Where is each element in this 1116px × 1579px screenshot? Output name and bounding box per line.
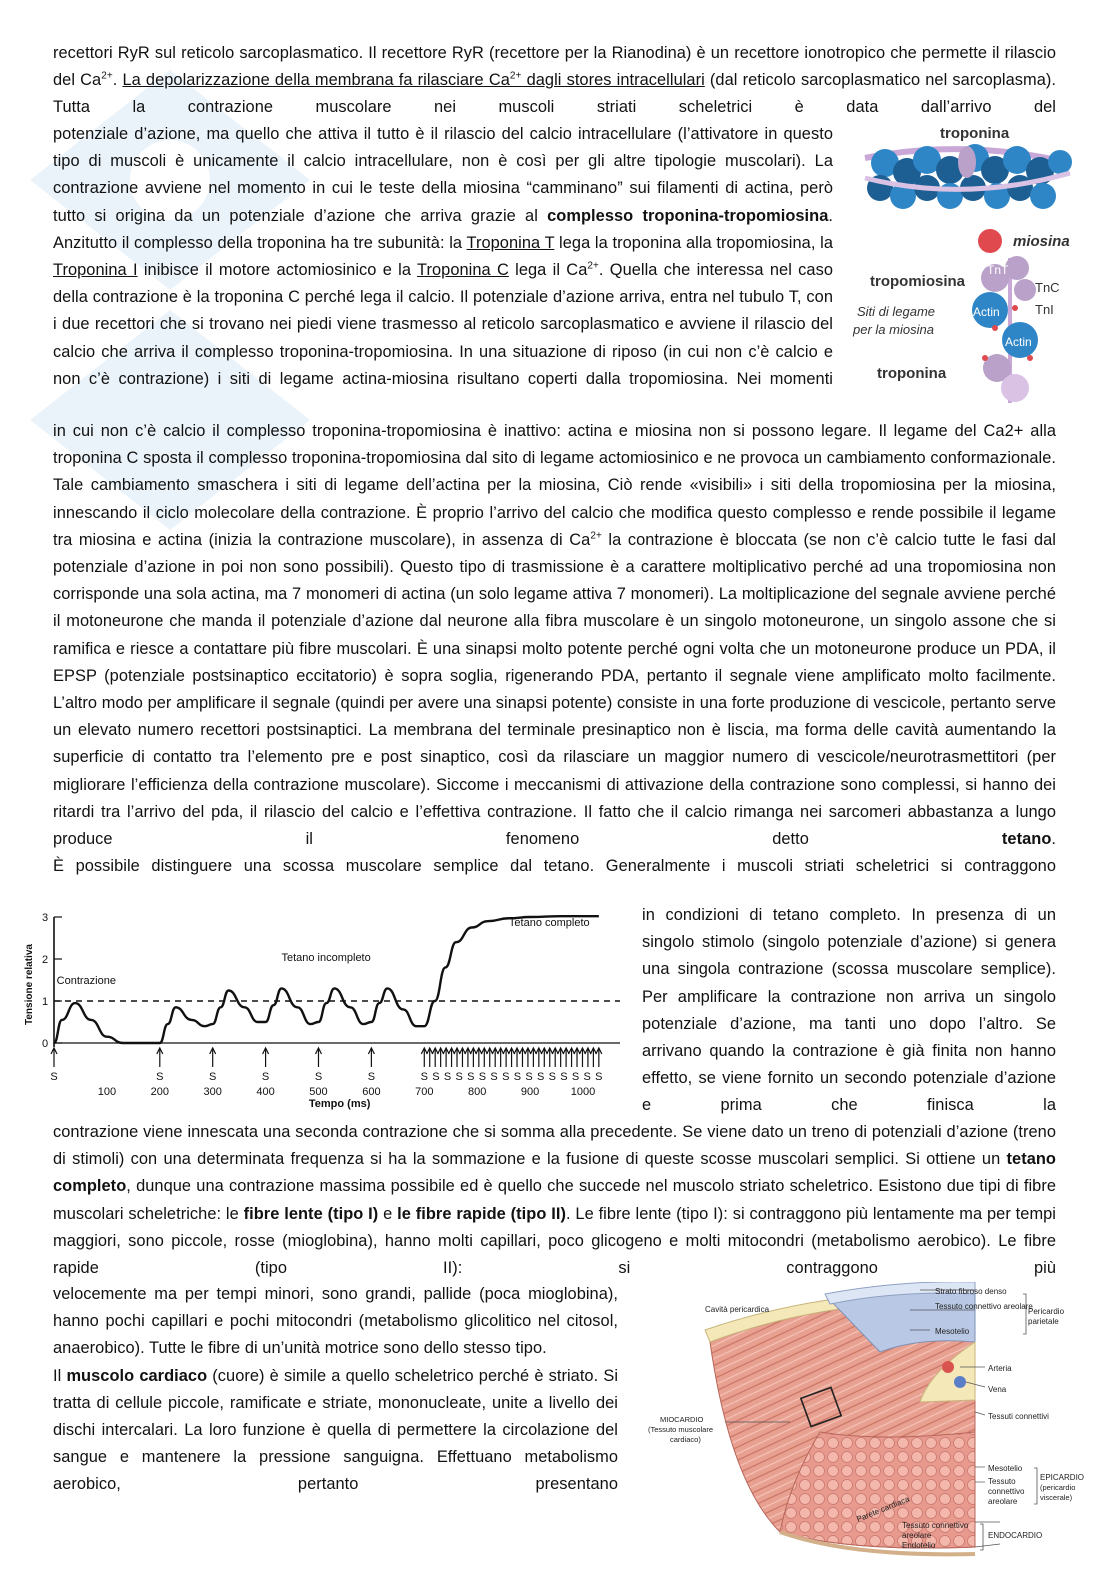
x-tick-label: 900 [520, 1086, 540, 1098]
tension-chart-svg [18, 905, 630, 1120]
label-mesotelio-top: Mesotelio [935, 1327, 970, 1336]
stimulus-label: S [502, 1071, 510, 1083]
label-tc-3: areolare [988, 1497, 1018, 1506]
x-tick-label: 600 [362, 1086, 381, 1098]
label-miosina: miosina [1013, 233, 1070, 250]
x-tick-label: 400 [256, 1086, 275, 1098]
label-endo-tc-1: Tessuto connettivo [902, 1521, 969, 1530]
myosin-head [978, 229, 1002, 253]
label-troponina-bottom: troponina [877, 365, 947, 382]
chart-xlabel: Tempo (ms) [308, 1098, 371, 1110]
stimulus-label: S [420, 1071, 428, 1083]
x-tick-label: 500 [309, 1086, 328, 1098]
troponin-complex-figure [845, 118, 1075, 408]
stimulus-label: S [432, 1071, 440, 1083]
stimulus-label: S [455, 1071, 463, 1083]
label-pericardio-1: Pericardio [1028, 1307, 1065, 1316]
y-tick-label: 0 [42, 1038, 49, 1050]
annotation-contrazione: Contrazione [56, 975, 116, 988]
tension-curve [54, 916, 599, 1043]
label-miocardio-3: cardiaco) [670, 1435, 701, 1444]
label-tni: TnI [1035, 302, 1054, 317]
x-tick-label: 1000 [570, 1086, 596, 1098]
label-epicardio-1: EPICARDIO [1040, 1473, 1085, 1482]
stimulus-label: S [443, 1071, 452, 1083]
label-miocardio-1: MIOCARDIO [660, 1415, 704, 1424]
label-troponina-top: troponina [940, 125, 1010, 142]
label-actin-1: Actin [973, 305, 1000, 319]
label-parete: Parete cardiaca [855, 1494, 911, 1524]
label-actin-2: Actin [1005, 335, 1032, 349]
stimulus-label: S [583, 1071, 591, 1083]
paragraph-troponin: potenziale d’azione, ma quello che attiva il tutto è il rilascio del calcio intracellulare (l’attivatore in questo tipo di muscoli è unicamente il calcio intracellulare, non è così per gli altre tipologie muscolari). La contrazione avviene nel momento in cui le teste della miosina “camminano” sui filamenti di actina, però tutto si origina da un potenziale d’azione che arriva grazie al complesso troponina-tropomiosina. Anzitutto il complesso della troponina ha tre subunità: la Troponina T lega la troponina alla tropomiosina, la Troponina I inibisce il motore actomiosinico e la Troponina C lega il $Ca^{2+}$. Quella che interessa nel caso della contrazione è la troponina C perché lega il calcio. Il potenziale d’azione arriva, entra nel tubulo T, con i due recettori che si trovano nei piedi viene trasmesso al reticolo sarcoplasmatico e avviene il rilascio del calcio che arriva il complesso troponina-tropomiosina. In una situazione di riposo (in cui non c’è calcio e non c’è contrazione) i siti di legame actina-miosina risultano coperti dalla tropomiosina. Nei momenti [53, 125, 833, 388]
paragraph-tetano-right: in condizioni di tetano completo. In presenza di un singolo stimolo (singolo potenziale d’azione) si genera una singola contrazione (scossa muscolare semplice). Per amplificare la contrazione non arriva un singolo potenziale d’azione, ma tanti uno dopo l’altro. Se arrivano quando la contrazione è già finita non hanno effetto, se viene fornito un secondo potenziale d’azione e prima che finisca la [642, 906, 1056, 1115]
label-endo-tc-2: areolare [902, 1531, 932, 1540]
stimulus-label: S [209, 1071, 217, 1083]
label-mesotelio-bottom: Mesotelio [988, 1464, 1023, 1473]
stimulus-label: S [367, 1071, 376, 1083]
x-tick-label: 700 [415, 1086, 434, 1098]
annotation-tetano-completo: Tetano completo [508, 917, 590, 930]
actin-filament-vertical [972, 256, 1038, 403]
x-tick-label: 800 [467, 1086, 487, 1098]
stimulus-label: S [261, 1071, 270, 1083]
chart-axes [54, 917, 620, 1047]
x-tick-label: 100 [97, 1086, 117, 1098]
label-tc-1: Tessuto [988, 1477, 1016, 1486]
actin-filament-top [865, 144, 1072, 209]
stimulus-label: S [478, 1071, 487, 1083]
stimulus-label: S [560, 1071, 568, 1083]
stimulus-label: S [571, 1071, 580, 1083]
x-tick-label: 200 [150, 1086, 169, 1098]
label-siti-1: Siti di legame [857, 304, 936, 319]
heart-wall-illustration [705, 1282, 975, 1554]
brackets [980, 1294, 1037, 1550]
label-siti-2: per la miosina [853, 322, 934, 337]
paragraph-calcium-tetano: in cui non c’è calcio il complesso troponina-tropomiosina è inattivo: actina e miosina non si possono legare. Il legame del Ca2+ alla troponina C sposta il complesso troponina-tropomiosina dal sito di legame actomiosinico e ne provoca un cambiamento conformazionale. Tale cambiamento smaschera i siti di legame dell’actina per la miosina, Ciò rende «visibili» i siti della tropomiosina per la miosina, innescando il ciclo molecolare della contrazione. È proprio l’arrivo del calcio che modifica questo complesso e rende possibile il legame tra miosina e actina (inizia la contrazione muscolare), in assenza di $Ca^{2+}$ la contrazione è bloccata (se non c’è calcio tutte le fasi dal potenziale d’azione in poi non sono possibili). Questo tipo di trasmissione è a carattere moltiplicativo perché ad una tropomiosina non corrisponde una sola actina, ma 7 monomeri di actina (un solo legame attiva 7 monomeri). La moltiplicazione del segnale avviene perché il motoneurone che manda il potenziale d’azione dal neurone alla fibra muscolare è un singolo motoneurone, un singolo assone che si ramifica e riesce a contattare più fibre muscolari. È una sinapsi molto potente perché ogni volta che un motoneurone produce un PDA, il EPSP (potenziale postsinaptico eccitatorio) è sopra soglia, rigenerando PDA, pertanto il segnale viene amplificato molto facilmente. L’altro modo per amplificare il segnale (quindi per avere una sinapsi potente) consiste in una forte produzione di vescicole, pertanto serve un elevato numero recettori postsinaptici. La membrana del terminale presinaptico non è liscia, ma forma delle cavità aumentando la superficie di contatto tra l’elemento pre e post sinaptico, così da rilasciare un maggior numero di vescicole/neurotrasmettitori (per migliorare l’efficienza della contrazione muscolare). Siccome i meccanismi di attivazione della contrazione sono complessi, si hanno dei ritardi tra l’arrivo del pda, il rilascio del calcio e l’effettiva contrazione. Il fatto che il calcio rimanga nei sarcomeri abbastanza a lungo produce il fenomeno detto tetano. È possibile distinguere una scossa muscolare semplice dal tetano. Generalmente i muscoli striati scheletrici si contraggono [53, 422, 1057, 876]
label-cavita: Cavità pericardica [705, 1305, 770, 1314]
tension-chart [18, 905, 630, 1120]
stimulus-label: S [548, 1071, 556, 1083]
label-miocardio-2: (Tessuto muscolare [648, 1425, 714, 1434]
label-epicardio-3: viscerale) [1040, 1493, 1073, 1502]
x-tick-label: 300 [203, 1086, 222, 1098]
chart-ylabel: Tensione relativa [24, 944, 35, 1025]
stimulus-label: S [490, 1071, 498, 1083]
label-pericardio-2: parietale [1028, 1317, 1059, 1326]
label-tessuti-connettivi: Tessuti connettivi [988, 1412, 1049, 1421]
label-strato: Strato fibroso denso [935, 1287, 1007, 1296]
label-vena: Vena [988, 1385, 1007, 1394]
label-arteria: Arteria [988, 1364, 1012, 1373]
label-tnc: TnC [1035, 280, 1060, 295]
paragraph-ryr: recettori RyR sul reticolo sarcoplasmatico. Il recettore RyR (recettore per la Rianodina) è un recettore ionotropico che permette il rilascio del $Ca^{2+}$. La depolarizzazione della membrana fa rilasciare $Ca^{2+}$ dagli stores intracellulari (dal reticolo sarcoplasmatico nel sarcoplasma). Tutta la contrazione muscolare nei muscoli striati scheletrici è data dall’arrivo del [53, 44, 1056, 117]
stimulus-label: S [314, 1071, 323, 1083]
y-tick-label: 1 [42, 996, 49, 1008]
stimulus-label: S [536, 1071, 545, 1083]
stimulus-label: S [525, 1071, 533, 1083]
y-tick-label: 3 [42, 912, 49, 924]
heart-wall-figure [630, 1282, 1085, 1572]
label-tnt: TnT [987, 263, 1009, 277]
annotation-tetano-incompleto: Tetano incompleto [281, 952, 371, 965]
label-endocardio: ENDOCARDIO [988, 1531, 1043, 1540]
chart-stimuli [50, 1048, 602, 1083]
y-tick-label: 2 [42, 954, 49, 966]
paragraph-cardiaco: velocemente ma per tempi minori, sono grandi, pallide (poca mioglobina), hanno pochi capillari e pochi mitocondri (metabolismo glicolitico nel citosol, anaerobico). Tutte le fibre di un’unità motrice sono dello stesso tipo. Il muscolo cardiaco (cuore) è simile a quello scheletrico perché è striato. Si tratta di cellule piccole, ramificate e striate, mononucleate, unite a livello dei dischi intercalari. La loro funzione è quella di permettere la circolazione del sangue e mantenere la pressione sanguigna. Effettuano metabolismo aerobico, pertanto presentano [53, 1285, 619, 1494]
stimulus-label: S [513, 1071, 522, 1083]
paragraph-fibre: contrazione viene innescata una seconda contrazione che si somma alla precedente. Se viene dato un treno di potenziali d’azione (treno di stimoli) con una determinata frequenza si ha la sommazione e la fusione di queste scosse muscolari semplici. Si ottiene un tetano completo, dunque una contrazione massima possibile ed è quello che succede nel muscolo striato scheletrico. Esistono due tipi di fibre muscolari scheletriche: le fibre lente (tipo I) e le fibre rapide (tipo II). Le fibre lente (tipo I): si contraggono più lentamente ma per tempi maggiori, sono piccole, rosse (mioglobina), hanno molti capillari, poco glicogeno e molti mitocondri (metabolismo aerobico). Le fibre rapide (tipo II): si contraggono più [53, 1123, 1057, 1278]
stimulus-label: S [467, 1071, 475, 1083]
stimulus-label: S [595, 1071, 603, 1083]
label-tessuto-areolare-1: Tessuto connettivo areolare [935, 1302, 1033, 1311]
label-epicardio-2: (pericardio [1040, 1483, 1076, 1492]
label-tropomiosina: tropomiosina [870, 273, 966, 290]
label-tc-2: connettivo [988, 1487, 1025, 1496]
stimulus-label: S [156, 1071, 164, 1083]
label-endotelio: Endotelio [902, 1541, 936, 1550]
stimulus-label: S [50, 1071, 58, 1083]
